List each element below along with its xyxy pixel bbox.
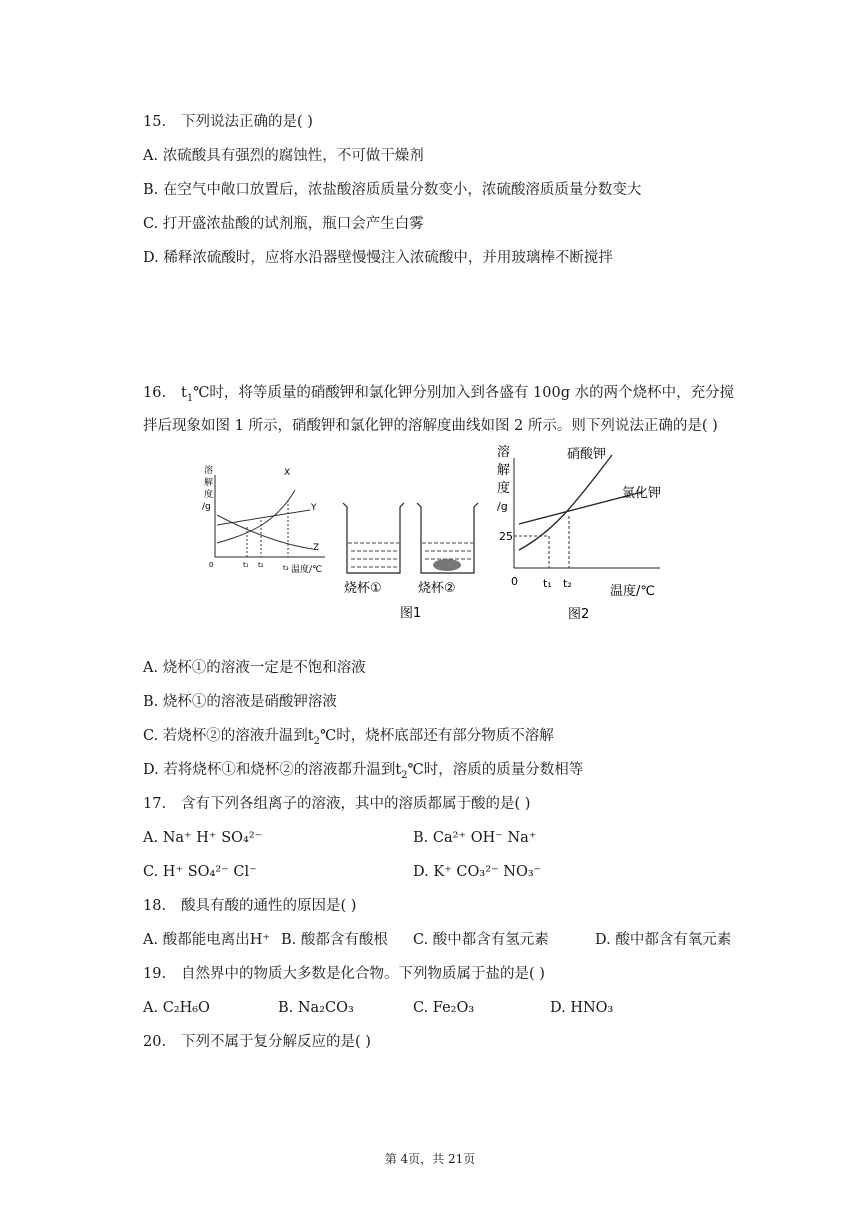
- fig2-tick-t1: t₁: [543, 577, 552, 590]
- kno3-label: 硝酸钾: [567, 447, 607, 462]
- figure-2: [492, 440, 672, 625]
- question-stem: 下列不属于复分解反应的是( ): [181, 1034, 371, 1050]
- fig2-caption: 图2: [568, 607, 590, 622]
- question-stem: 酸具有酸的通性的原因是( ): [181, 898, 357, 914]
- t1-symbol: $t_1$: [181, 385, 194, 404]
- fig2-origin: 0: [511, 575, 518, 588]
- q15-option-b: B. 在空气中敞口放置后，浓盐酸溶质质量分数变小，浓硫酸溶质质量分数变大: [143, 182, 642, 198]
- q16-stem-line2: 拌后现象如图 1 所示，硝酸钾和氯化钾的溶解度曲线如图 2 所示。则下列说法正确的是( ): [143, 418, 718, 434]
- undissolved-solid: [433, 559, 461, 571]
- page-footer: 第 4页，共 21页: [384, 1152, 476, 1166]
- fig2-xlabel: 温度/℃: [610, 584, 655, 599]
- fig1-solubility-graph: [202, 464, 325, 575]
- q16-stem-line1: [143, 383, 734, 403]
- question-stem: 下列说法正确的是( ): [181, 114, 313, 130]
- fig1-label-x: X: [284, 468, 291, 478]
- fig1-label-z: Z: [313, 543, 320, 553]
- fig1-caption: 图1: [400, 606, 422, 621]
- t2-symbol: $t_2$: [395, 762, 408, 781]
- q16-option-a: A. 烧杯①的溶液一定是不饱和溶液: [143, 660, 366, 676]
- question-stem: 自然界中的物质大多数是化合物。下列物质属于盐的是( ): [181, 966, 545, 982]
- q19-option-b: B. Na₂CO₃: [278, 1000, 354, 1016]
- q18-option-c: C. 酸中都含有氢元素: [413, 932, 549, 948]
- beaker-1-label: 烧杯①: [344, 581, 382, 596]
- q20-stem-line: [143, 1032, 371, 1052]
- q19-option-c: C. Fe₂O₃: [413, 1000, 475, 1016]
- question-number: 19.: [143, 966, 167, 982]
- question-stem: 含有下列各组离子的溶液，其中的溶质都属于酸的是( ): [181, 796, 531, 812]
- fig2-tick-t2: t₂: [563, 577, 572, 590]
- q17-option-b: B. Ca²⁺ OH⁻ Na⁺: [413, 830, 537, 846]
- t2-symbol: $t_2$: [307, 728, 320, 747]
- fig2-ylabel-1: 溶: [497, 445, 511, 460]
- question-number: 20.: [143, 1034, 167, 1050]
- q17-option-a: A. Na⁺ H⁺ SO₄²⁻: [143, 830, 263, 846]
- fig1-tick-t1: t₁: [243, 561, 249, 569]
- q19-option-d: D. HNO₃: [550, 1000, 614, 1016]
- q15-option-c: C. 打开盛浓盐酸的试剂瓶，瓶口会产生白雾: [143, 216, 424, 232]
- question-number: 17.: [143, 796, 167, 812]
- question-number: 18.: [143, 898, 167, 914]
- q18-stem-line: [143, 896, 356, 916]
- fig1-curve-x: [217, 490, 295, 543]
- question-number: 15.: [143, 114, 167, 130]
- fig1-ylabel-1: 溶: [204, 466, 214, 476]
- fig1-label-y: Y: [311, 503, 317, 513]
- q18-option-d: D. 酸中都含有氧元素: [595, 932, 732, 948]
- beaker-1: [343, 503, 404, 596]
- fig1-xlabel: 温度/℃: [291, 565, 323, 575]
- q17-option-c: C. H⁺ SO₄²⁻ Cl⁻: [143, 864, 257, 880]
- fig2-ytick-25: 25: [499, 530, 513, 543]
- q17-stem-line: [143, 794, 530, 814]
- q19-option-a: A. C₂H₆O: [143, 1000, 210, 1016]
- question-stem: ℃时，将等质量的硝酸钾和氯化钾分别加入到各盛有 100g 水的两个烧杯中，充分搅: [193, 385, 735, 401]
- q16-option-d: D. 若将烧杯①和烧杯②的溶液都升温到$t_2℃$时，溶质的质量分数相等: [143, 762, 584, 781]
- fig1-ylabel-4: /g: [202, 502, 211, 512]
- question-number: 16.: [143, 385, 167, 401]
- fig2-ylabel-3: 度: [497, 481, 511, 496]
- q17-option-d: D. K⁺ CO₃²⁻ NO₃⁻: [413, 864, 542, 880]
- beaker-2: [417, 503, 478, 596]
- q18-option-a: A. 酸都能电离出H⁺: [143, 932, 270, 948]
- fig1-ylabel-3: 度: [204, 490, 214, 500]
- fig1-tick-t2: t₂: [258, 561, 264, 569]
- fig1-origin: 0: [209, 561, 214, 569]
- fig2-ylabel-2: 解: [497, 463, 511, 478]
- fig1-ylabel-2: 解: [204, 478, 214, 488]
- fig1-curve-y: [217, 510, 310, 525]
- q16-option-c: C. 若烧杯②的溶液升温到$t_2℃$时，烧杯底部还有部分物质不溶解: [143, 728, 554, 747]
- q15-option-d: D. 稀释浓硫酸时，应将水沿器壁慢慢注入浓硫酸中，并用玻璃棒不断搅拌: [143, 250, 613, 266]
- fig2-ylabel-4: /g: [497, 500, 508, 513]
- fig1-tick-t3: t₃: [283, 564, 289, 572]
- kcl-label: 氯化钾: [622, 486, 662, 501]
- fig1-curve-z: [217, 515, 313, 549]
- kno3-curve: [519, 455, 612, 550]
- beaker-2-label: 烧杯②: [418, 581, 456, 596]
- q15-stem-line: [143, 112, 313, 132]
- q18-option-b: B. 酸都含有酸根: [281, 932, 388, 948]
- q16-option-b: B. 烧杯①的溶液是硝酸钾溶液: [143, 694, 337, 710]
- q15-option-a: A. 浓硫酸具有强烈的腐蚀性，不可做干燥剂: [143, 148, 424, 164]
- figure-1: [195, 455, 485, 625]
- q19-stem-line: [143, 964, 545, 984]
